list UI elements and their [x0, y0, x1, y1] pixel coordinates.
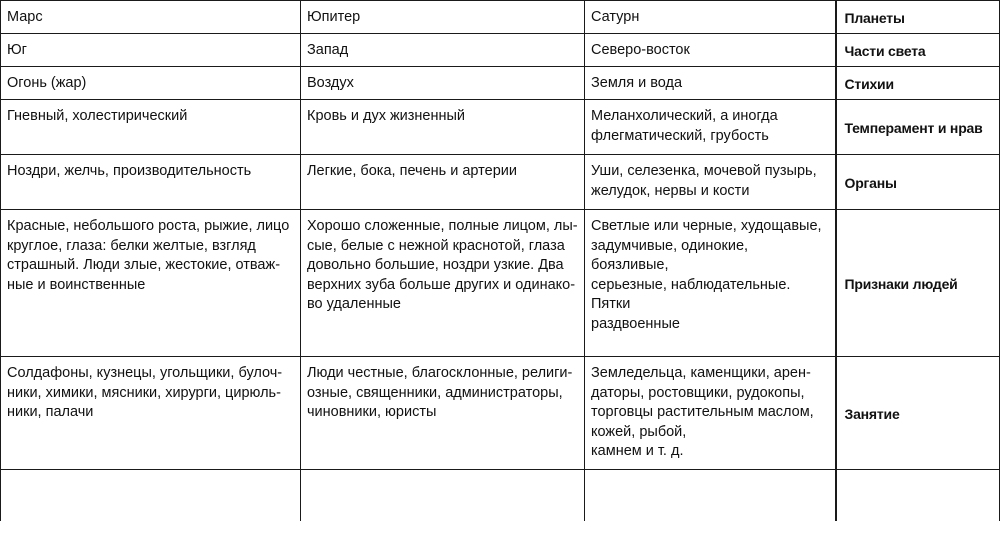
cell-jupiter: Легкие, бока, печень и артерии [301, 155, 585, 210]
cell-mars: Красные, небольшого роста, рыжие, лицо круглое, глаза: белки желтые, взгляд страшный. Люди злые, жестокие, отваж- ные и воинственные [1, 210, 301, 357]
cell-saturn: Уши, селезенка, мочевой пузырь, желудок, нервы и кости [585, 155, 836, 210]
row-label: Темперамент и нрав [836, 100, 1000, 155]
cell-jupiter: Юпитер [301, 1, 585, 34]
cell-saturn: Сатурн [585, 1, 836, 34]
row-label: Части света [836, 34, 1000, 67]
cell-mars: Ноздри, желчь, производительность [1, 155, 301, 210]
table-row-elements [1, 67, 1000, 100]
cell-mars: Марс [1, 1, 301, 34]
cell-mars [1, 470, 301, 522]
cell-mars: Юг [1, 34, 301, 67]
row-label: Занятие [836, 357, 1000, 470]
cell-saturn: Северо-восток [585, 34, 836, 67]
table-row-temperament [1, 100, 1000, 155]
row-label: Признаки людей [836, 210, 1000, 357]
table-row-empty [1, 470, 1000, 522]
table-row-cardinal-directions [1, 34, 1000, 67]
table-row-organs [1, 155, 1000, 210]
cell-mars: Огонь (жар) [1, 67, 301, 100]
row-label: Стихии [836, 67, 1000, 100]
cell-jupiter: Люди честные, благосклонные, религи- озные, священники, администраторы, чиновники, юристы [301, 357, 585, 470]
row-label: Планеты [836, 1, 1000, 34]
cell-saturn [585, 470, 836, 522]
cell-jupiter [301, 470, 585, 522]
table-row-planets [1, 1, 1000, 34]
cell-mars: Солдафоны, кузнецы, угольщики, булоч- ники, химики, мясники, хирурги, цирюль- ники, палачи [1, 357, 301, 470]
cell-saturn: Меланхолический, а иногда флегматический, грубость [585, 100, 836, 155]
cell-jupiter: Кровь и дух жизненный [301, 100, 585, 155]
cell-saturn: Земледельца, каменщики, арен- даторы, ростовщики, рудокопы, торговцы растительным маслом, кожей, рыбой, камнем и т. д. [585, 357, 836, 470]
table-row-traits [1, 210, 1000, 357]
table-row-occupation [1, 357, 1000, 470]
cell-jupiter: Запад [301, 34, 585, 67]
cell-saturn: Светлые или черные, худощавые, задумчивые, одинокие, боязливые, серьезные, наблюдательные. Пятки раздвоенные [585, 210, 836, 357]
row-label [836, 470, 1000, 522]
cell-jupiter: Воздух [301, 67, 585, 100]
cell-saturn: Земля и вода [585, 67, 836, 100]
cell-jupiter: Хорошо сложенные, полные лицом, лы- сые, белые с нежной краснотой, глаза довольно большие, ноздри узкие. Два верхних зуба больше других и одинако- во удаленные [301, 210, 585, 357]
cell-mars: Гневный, холестирический [1, 100, 301, 155]
row-label: Органы [836, 155, 1000, 210]
